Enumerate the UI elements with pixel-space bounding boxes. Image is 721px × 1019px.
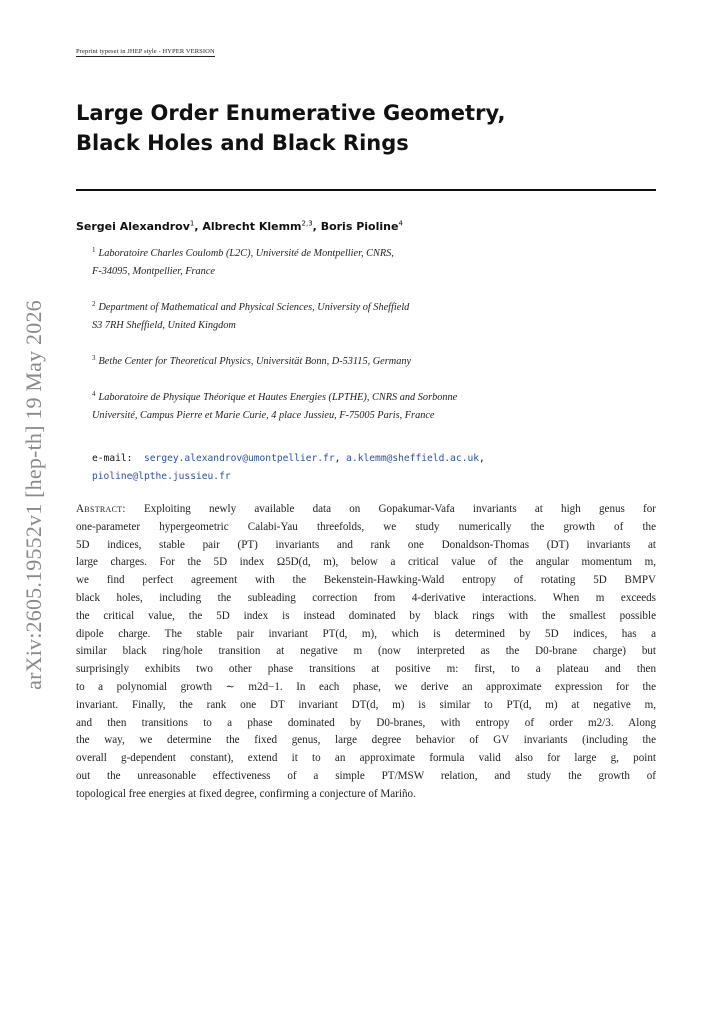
email-link-alexandrov[interactable]: sergey.alexandrov@umontpellier.fr: [144, 453, 335, 464]
abstract-line: the critical value, the 5D index is instead dominated by black rings with the smallest possible: [76, 609, 656, 622]
author-affiliation-mark: 4: [398, 219, 403, 228]
title-line: Large Order Enumerative Geometry,: [76, 101, 506, 125]
affiliation-3: [92, 353, 652, 371]
affiliation-line: $^2$ Department of Mathematical and Physical Sciences, University of Sheffield: [92, 299, 410, 313]
abstract-line: similar black ring/hole transition at negative m (now interpreted as the D0-brane charge) but: [76, 645, 656, 658]
abstract-line: to a polynomial growth ∼ m2d−1. In each phase, we derive an approximate expression for the: [76, 680, 656, 693]
affiliation-mark: 3: [92, 353, 96, 362]
abstract-label: Abstract:: [76, 503, 126, 515]
affiliation-2: [92, 299, 652, 335]
affiliation-mark: 2: [92, 299, 96, 308]
arxiv-identifier-stamp: [12, 290, 56, 700]
author-name: Boris Pioline: [320, 220, 399, 233]
arxiv-identifier-text: arXiv:2605.19552v1 [hep-th] 19 May 2026: [21, 300, 46, 690]
affiliation-line: $^4$ Laboratoire de Physique Théorique et Hautes Energies (LPTHE), CNRS and Sorbonne: [92, 389, 458, 403]
affiliation-mark: 1: [92, 245, 96, 254]
author-affiliation-mark: 1: [189, 219, 195, 228]
affiliation-line: Université, Campus Pierre et Marie Curie, 4 place Jussieu, F-75005 Paris, France: [92, 410, 435, 421]
abstract-line: we find perfect agreement with the Bekenstein-Hawking-Wald entropy of rotating 5D BMPV: [76, 574, 656, 587]
abstract-line: Abstract: Exploiting newly available data on Gopakumar-Vafa invariants at high genus for: [76, 503, 656, 515]
abstract-line: the way, we determine the fixed genus, large degree behavior of GV invariants (including the: [76, 734, 656, 747]
abstract-line: surprisingly exhibits two other phase transitions at positive m: first, to a plateau and then: [76, 663, 656, 676]
abstract-line: and then transitions to a phase dominated by D0-branes, with entropy of order m2/3. Along: [76, 716, 656, 729]
author-separator: ,: [312, 220, 321, 233]
abstract-line: invariant. Finally, the rank one DT invariant DT(d, m) is similar to PT(d, m) at negative m,: [76, 698, 656, 711]
affiliation-line: $^3$ Bethe Center for Theoretical Physics, Universität Bonn, D-53115, Germany: [92, 353, 412, 367]
email-link-pioline[interactable]: pioline@lpthe.jussieu.fr: [92, 471, 231, 482]
abstract-line: black holes, including the subleading correction from 4-derivative interactions. When m exceeds: [76, 591, 656, 604]
title-line: Black Holes and Black Rings: [76, 131, 409, 155]
email-label: e-mail:: [92, 453, 133, 464]
abstract-line: overall g-dependent constant), extend it to an approximate formula valid also for large g, point: [76, 752, 656, 765]
affiliation-1: [92, 245, 652, 281]
abstract-line: topological free energies at fixed degree, confirming a conjecture of Mariño.: [76, 787, 416, 800]
email-block: e-mail: sergey.alexandrov@umontpellier.fr, a.klemm@sheffield.ac.uk, pioline@lpthe.jussieu.fr: [92, 453, 485, 482]
affiliation-line: $^1$ Laboratoire Charles Coulomb (L2C), Université de Montpellier, CNRS,: [92, 245, 394, 259]
affiliation-line: F-34095, Montpellier, France: [92, 266, 215, 277]
author-affiliation-mark: 2,3: [301, 219, 313, 228]
preprint-note: Preprint typeset in JHEP style - HYPER VERSION: [76, 48, 215, 55]
paper-title: [76, 98, 656, 158]
affiliation-4: [92, 389, 652, 425]
abstract-line: out the unreasonable effectiveness of a simple PT/MSW relation, and study the growth of: [76, 769, 656, 782]
affiliation-line: S3 7RH Sheffield, United Kingdom: [92, 320, 236, 331]
author-separator: ,: [194, 220, 203, 233]
abstract-line: 5D indices, stable pair (PT) invariants and rank one Donaldson-Thomas (DT) invariants at: [76, 538, 656, 551]
abstract: [76, 501, 656, 804]
abstract-line: one-parameter hypergeometric Calabi-Yau threefolds, we study numerically the growth of the: [76, 520, 656, 533]
email-link-klemm[interactable]: a.klemm@sheffield.ac.uk: [346, 453, 480, 464]
author-name: Sergei Alexandrov: [76, 220, 190, 233]
author-name: Albrecht Klemm: [202, 220, 302, 233]
author-list: [76, 220, 403, 233]
title-divider: [76, 189, 656, 191]
abstract-line: large charges. For the 5D index Ω5D(d, m), below a critical value of the angular momentum m,: [76, 556, 656, 569]
affiliation-mark: 4: [92, 389, 96, 398]
abstract-line: dipole charge. The stable pair invariant PT(d, m), which is determined by 5D indices, has a: [76, 627, 656, 640]
